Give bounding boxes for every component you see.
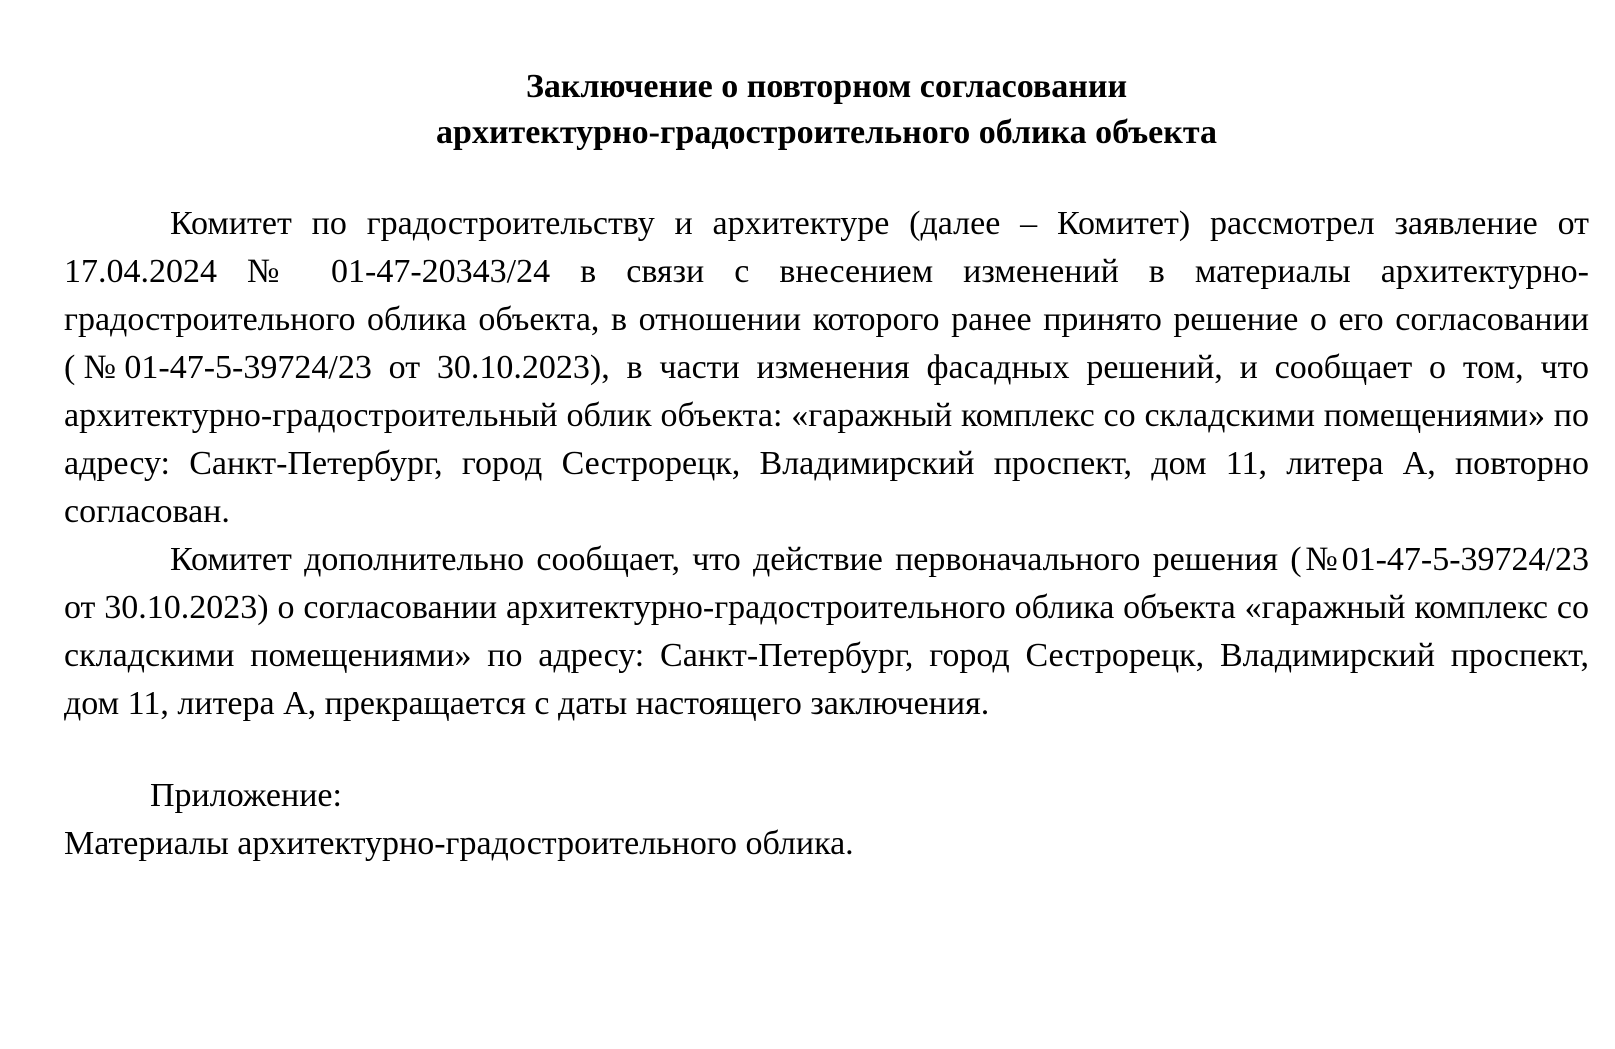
appendix-label: Приложение:: [150, 777, 342, 814]
paragraph-review: Комитет по градостроительству и архитектуре (далее – Комитет) рассмотрел заявление от 17.04.2024 № 01-47-20343/24 в связи с внесением изменений в материалы архитектурно-градостроительного облика объекта, в отношении которого ранее принято решение о его согласовании (№01-47-5-39724/23 от 30.10.2023), в части изменения фасадных решений, и сообщает о том, что архитектурно-градостроительный облик объекта: «гаражный комплекс со складскими помещениями» по адресу: Санкт-Петербург, город Сестрорецк, Владимирский проспект, дом 11, литера А, повторно согласован.: [64, 205, 1589, 530]
document-page: [64, 64, 1589, 868]
appendix-text: Материалы архитектурно-градостроительного облика.: [64, 825, 854, 862]
title-line-1: Заключение о повторном согласовании: [525, 68, 1128, 105]
appendix-block: [64, 772, 1589, 868]
title-line-2: архитектурно-градостроительного облика объекта: [436, 114, 1217, 151]
document-body: [64, 200, 1589, 728]
document-title: [64, 64, 1589, 156]
paragraph-termination: Комитет дополнительно сообщает, что действие первоначального решения (№01-47-5-39724/23 от 30.10.2023) о согласовании архитектурно-градостроительного облика объекта «гаражный комплекс со складскими помещениями» по адресу: Санкт-Петербург, город Сестрорецк, Владимирский проспект, дом 11, литера А, прекращается с даты настоящего заключения.: [64, 541, 1589, 722]
